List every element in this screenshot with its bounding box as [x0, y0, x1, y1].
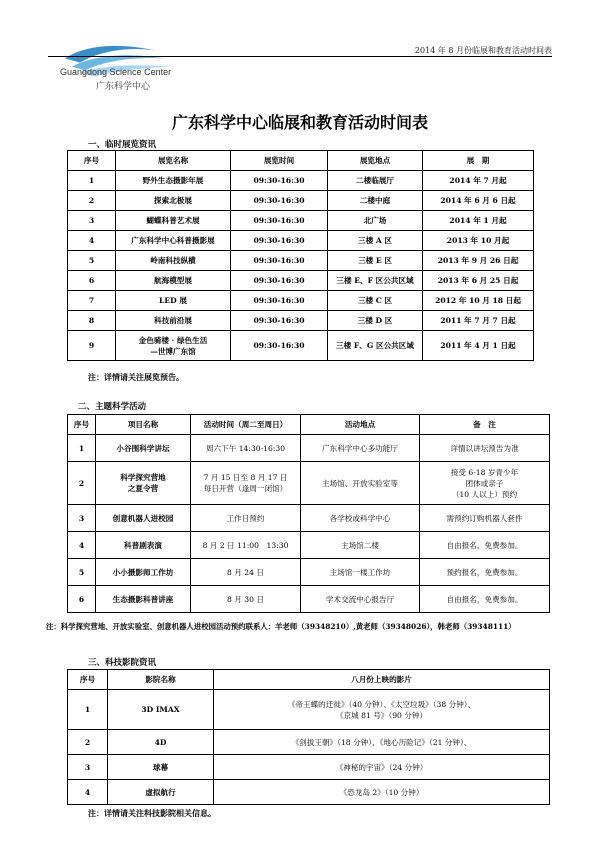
table-row	[68, 251, 534, 271]
table-cell: 2	[68, 191, 116, 211]
table-row	[68, 505, 550, 532]
page-title: 广东科学中心临展和教育活动时间表	[171, 113, 428, 132]
section3-note: 注：详情请关注科技影院相关信息。	[88, 808, 216, 818]
table-cell: 5	[68, 559, 96, 586]
column-header: 序号	[68, 415, 96, 435]
table-cell: 虚拟航行	[108, 780, 214, 805]
table-cell: 1	[68, 435, 96, 462]
table-row	[68, 586, 550, 613]
table-cell: 8 月 24 日	[191, 559, 301, 586]
table-row	[68, 311, 534, 331]
table-cell: 2013 年 6 月 25 日起	[423, 271, 534, 291]
table-cell: 科学探究营地 之夏令营	[96, 462, 191, 505]
section1-note: 注：详情请关注展览预告。	[88, 372, 184, 382]
table-cell: 《剑拔王朝》（18 分钟）、《地心历险记》（21 分钟）、	[214, 730, 550, 755]
table-cell: 接受 6-18 岁青少年 团体或亲子 （10 人以上）预约	[420, 462, 550, 505]
table-cell: 创意机器人进校园	[96, 505, 191, 532]
logo-chinese-name: 广东科学中心	[96, 82, 151, 92]
table-header-row	[68, 151, 534, 171]
table-cell: 主场馆、开放实验室等	[301, 462, 420, 505]
table-cell: 09:30-16:30	[231, 171, 328, 191]
table-cell: 《神秘的宇宙》（24 分钟）	[214, 755, 550, 780]
table-cell: 09:30-16:30	[231, 211, 328, 231]
table-cell: 09:30-16:30	[231, 311, 328, 331]
table-cell: LED 展	[116, 291, 231, 311]
table-cell: 三楼 D 区	[328, 311, 423, 331]
table-cell: 7	[68, 291, 116, 311]
table-cell: 各学校或科学中心	[301, 505, 420, 532]
column-header: 项目名称	[96, 415, 191, 435]
table-cell: 8	[68, 311, 116, 331]
table-cell: 二楼中庭	[328, 191, 423, 211]
column-header: 序号	[68, 151, 116, 171]
table-cell: 《帝王蝶的迁徙》（40 分钟）、《太空垃圾》（38 分钟）、 《京城 81 号》（90 分钟）	[214, 690, 550, 730]
header-document-title: 2014 年 8 月份临展和教育活动时间表	[414, 46, 552, 55]
table-cell: 1	[68, 690, 108, 730]
table-cell: 2014 年 1 月起	[423, 211, 534, 231]
section2-heading: 二、主题科学活动	[78, 402, 147, 412]
table-cell: 球幕	[108, 755, 214, 780]
table-row	[68, 532, 550, 559]
table-cell: 4	[68, 231, 116, 251]
column-header: 影院名称	[108, 670, 214, 690]
column-header: 展览名称	[116, 151, 231, 171]
table-cell: 航海模型展	[116, 271, 231, 291]
table-cell: 三楼 C 区	[328, 291, 423, 311]
table-cell: 金色骑楼 · 绿色生活 —世博广东馆	[116, 331, 231, 361]
table-cell: 周六下午 14:30-16:30	[191, 435, 301, 462]
table-cell: 自由报名，免费参加。	[420, 532, 550, 559]
table-cell: 2	[68, 462, 96, 505]
table-cell: 岭南科技纵横	[116, 251, 231, 271]
table-cell: 3	[68, 505, 96, 532]
table-cell: 4	[68, 780, 108, 805]
table-cell: 2014 年 7 月起	[423, 171, 534, 191]
table-cell: 09:30-16:30	[231, 331, 328, 361]
table-cell: 3D IMAX	[108, 690, 214, 730]
table-cell: 野外生态摄影年展	[116, 171, 231, 191]
table-cell: 主场馆二楼	[301, 532, 420, 559]
table-cell: 8 月 2 日 11:00 13:30	[191, 532, 301, 559]
table-row	[68, 291, 534, 311]
table-cell: 2014 年 6 月 6 日起	[423, 191, 534, 211]
activity-table	[67, 414, 550, 613]
table-cell: 学术交流中心报告厅	[301, 586, 420, 613]
table-row	[68, 231, 534, 251]
column-header: 序号	[68, 670, 108, 690]
table-cell: 主场馆一楼工作坊	[301, 559, 420, 586]
table-cell: 广东科学中心多功能厅	[301, 435, 420, 462]
table-header-row	[68, 670, 550, 690]
column-header: 备 注	[420, 415, 550, 435]
table-cell: 4D	[108, 730, 214, 755]
table-cell: 7 月 15 日至 8 月 17 日 每日开营（逢周一闭馆）	[191, 462, 301, 505]
column-header: 展 期	[423, 151, 534, 171]
table-cell: 8 月 30 日	[191, 586, 301, 613]
table-row	[68, 331, 534, 361]
table-cell: 2	[68, 730, 108, 755]
table-cell: 科普剧表演	[96, 532, 191, 559]
table-cell: 自由报名，免费参加。	[420, 586, 550, 613]
table-row	[68, 559, 550, 586]
column-header: 活动地点	[301, 415, 420, 435]
table-cell: 二楼临展厅	[328, 171, 423, 191]
table-cell: 9	[68, 331, 116, 361]
table-cell: 2012 年 10 月 18 日起	[423, 291, 534, 311]
table-cell: 3	[68, 755, 108, 780]
table-cell: 工作日预约	[191, 505, 301, 532]
table-row	[68, 435, 550, 462]
column-header: 展览地点	[328, 151, 423, 171]
table-cell: 探索北极展	[116, 191, 231, 211]
column-header: 活动时间（周二至周日）	[191, 415, 301, 435]
section3-heading: 三、科技影院资讯	[88, 658, 157, 668]
table-row	[68, 730, 550, 755]
table-cell: 3	[68, 211, 116, 231]
section1-heading: 一、临时展览资讯	[88, 140, 157, 150]
logo-english-name: Guangdong Science Center	[60, 67, 172, 77]
table-cell: 蝴蝶科普艺术展	[116, 211, 231, 231]
table-row	[68, 271, 534, 291]
table-cell: 09:30-16:30	[231, 231, 328, 251]
exhibition-table	[67, 150, 534, 361]
table-cell: 三楼 A 区	[328, 231, 423, 251]
table-cell: 2013 年 9 月 26 日起	[423, 251, 534, 271]
table-cell: 09:30-16:30	[231, 191, 328, 211]
header-divider	[48, 56, 552, 57]
table-row	[68, 191, 534, 211]
table-cell: 09:30-16:30	[231, 291, 328, 311]
table-cell: 6	[68, 271, 116, 291]
table-cell: 北广场	[328, 211, 423, 231]
table-cell: 生态摄影科普讲座	[96, 586, 191, 613]
table-cell: 2011 年 7 月 7 日起	[423, 311, 534, 331]
table-cell: 《恐龙岛 2》（10 分钟）	[214, 780, 550, 805]
table-cell: 小小摄影师工作坊	[96, 559, 191, 586]
table-cell: 4	[68, 532, 96, 559]
table-cell: 详情以讲坛预告为准	[420, 435, 550, 462]
table-row	[68, 780, 550, 805]
column-header: 八月份上映的影片	[214, 670, 550, 690]
table-row	[68, 171, 534, 191]
table-cell: 1	[68, 171, 116, 191]
section2-note: 注：科学探究营地、开放实验室、创意机器人进校园活动预约联系人：羊老师（39348210）,黄老师（39348026），韩老师（39348111）	[46, 622, 516, 631]
table-cell: 5	[68, 251, 116, 271]
table-row	[68, 211, 534, 231]
table-header-row	[68, 415, 550, 435]
table-cell: 09:30-16:30	[231, 271, 328, 291]
table-row	[68, 690, 550, 730]
table-cell: 6	[68, 586, 96, 613]
table-cell: 三楼 E、F 区公共区域	[328, 271, 423, 291]
table-row	[68, 462, 550, 505]
table-cell: 广东科学中心科普摄影展	[116, 231, 231, 251]
column-header: 展览时间	[231, 151, 328, 171]
table-row	[68, 755, 550, 780]
table-cell: 2011 年 4 月 1 日起	[423, 331, 534, 361]
table-cell: 科技前沿展	[116, 311, 231, 331]
table-cell: 三楼 E 区	[328, 251, 423, 271]
cinema-table	[67, 669, 550, 805]
table-cell: 需预约订购机器人套件	[420, 505, 550, 532]
table-cell: 09:30-16:30	[231, 251, 328, 271]
table-cell: 三楼 F、G 区公共区域	[328, 331, 423, 361]
table-cell: 2013 年 10 月起	[423, 231, 534, 251]
table-cell: 小谷围科学讲坛	[96, 435, 191, 462]
table-cell: 预约报名，免费参加。	[420, 559, 550, 586]
